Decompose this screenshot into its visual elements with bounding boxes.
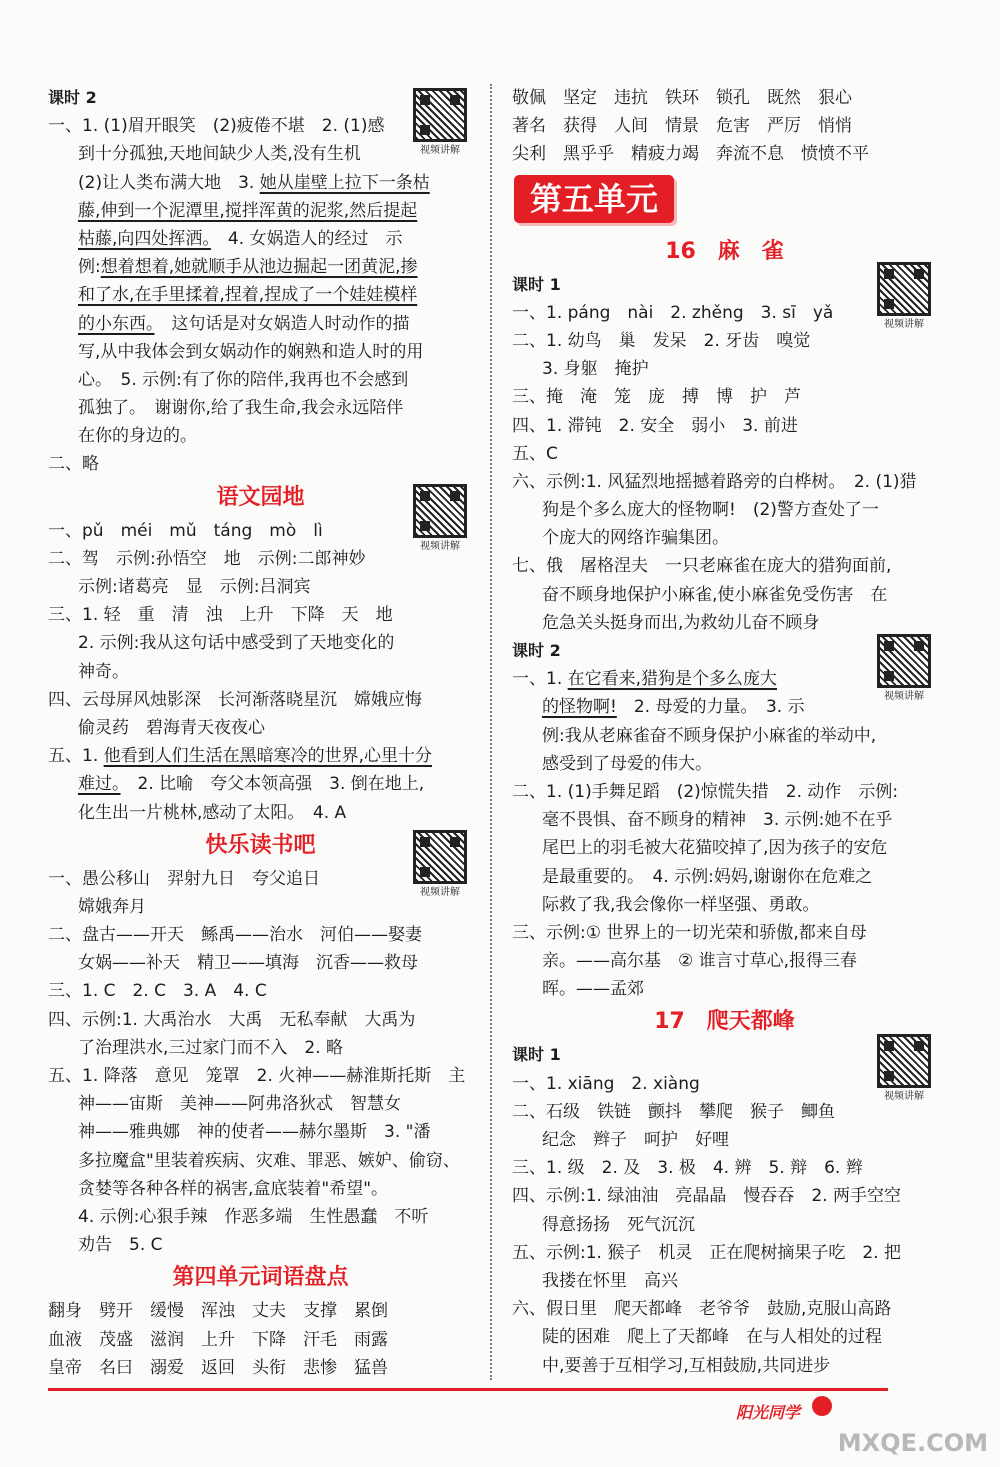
answer-line: 神——宙斯 美神——阿弗洛狄忒 智慧女 — [78, 1094, 401, 1115]
answer-line — [48, 197, 473, 225]
answer-line: 一、1. 在它看来,猎狗是个多么庞大 — [512, 669, 778, 690]
lesson-title-17: 17 爬天都峰 — [654, 1009, 795, 1035]
answer-line: 我搂在怀里 高兴 — [542, 1270, 678, 1291]
underlined-answer: 他看到人们生活在黑暗寒冷的世界,心里十分 — [103, 746, 433, 767]
watermark: MXQE.COM — [837, 1429, 988, 1457]
underlined-answer: 枯藤,向四处挥洒。 — [78, 228, 211, 249]
qr-caption: 视频讲解 — [420, 541, 460, 552]
answer-line: 二、略 — [48, 454, 99, 475]
answer-line: 贪婪等各种各样的祸害,盒底装着"希望"。 — [78, 1178, 389, 1199]
answer-line: 化生出一片桃林,感动了太阳。 4. A — [78, 802, 347, 823]
answer-line: 二、盘古——开天 鲧禹——治水 河伯——娶妻 — [48, 925, 422, 946]
answer-line: 女娲——补天 精卫——填海 沉香——救母 — [78, 953, 418, 974]
answer-line: 危急关头挺身而出,为救幼儿奋不顾身 — [542, 612, 820, 633]
answer-line: 劝告 5. C — [78, 1235, 163, 1256]
vocab-line: 血液 茂盛 滋润 上升 下降 汗毛 雨露 — [48, 1329, 388, 1350]
answer-line: 四、示例:1. 绿油油 亮晶晶 慢吞吞 2. 两手空空 — [512, 1186, 901, 1207]
answer-line: 二、驾 示例:孙悟空 地 示例:二郎神妙 — [48, 548, 366, 569]
answer-line: 纪念 辫子 呵护 好哩 — [542, 1130, 729, 1150]
left-column — [48, 84, 473, 1382]
answer-line: 二、1. (1)手舞足蹈 (2)惊慌失措 2. 动作 示例: — [512, 781, 899, 802]
section-title-garden: 语文园地 — [216, 484, 305, 510]
qr-code-video[interactable] — [410, 484, 470, 556]
underlined-answer: 在它看来,猎狗是个多么庞大 — [567, 669, 778, 690]
answer-line: 的小东西。 这句话是对女娲造人时动作的描 — [78, 313, 410, 334]
answer-line: 陡的困难 爬上了天都峰 在与人相处的过程 — [542, 1327, 882, 1348]
answer-line: 了治理洪水,三过家门而不入 2. 略 — [78, 1037, 344, 1058]
lesson-label: 课时 2 — [48, 88, 97, 107]
answer-line: 的怪物啊! 2. 母爱的力量。 3. 示 — [542, 697, 805, 718]
lesson-label: 课时 1 — [512, 274, 561, 294]
answer-line — [48, 281, 473, 309]
answer-line: 三、示例:① 世界上的一切光荣和骄傲,都来自母 — [512, 922, 867, 943]
answer-line: 示例:诸葛亮 显 示例:吕洞宾 — [78, 577, 311, 597]
answer-line: 一、1. (1)眉开眼笑 (2)疲倦不堪 2. (1)感 — [48, 116, 385, 137]
answer-line: 五、1. 他看到人们生活在黑暗寒冷的世界,心里十分 — [48, 746, 433, 767]
qr-code-icon — [877, 262, 931, 316]
answer-line: 三、1. C 2. C 3. A 4. C — [48, 981, 267, 1002]
vocab-line: 尖利 黑乎乎 精疲力竭 奔流不息 愤愤不平 — [512, 144, 869, 165]
answer-line: 二、石级 铁链 颤抖 攀爬 猴子 鲫鱼 — [512, 1101, 835, 1122]
underlined-answer: 的怪物啊! — [542, 697, 617, 718]
answer-line: 个庞大的网络诈骗集团。 — [542, 528, 729, 549]
answer-line: 三、掩 淹 笼 庞 搏 博 护 芦 — [512, 387, 801, 408]
brand-bubble-icon — [812, 1396, 832, 1416]
section-title-reading: 快乐读书吧 — [205, 832, 316, 858]
answer-line: 3. 身躯 掩护 — [542, 359, 649, 380]
answer-line: 五、C — [512, 443, 558, 464]
answer-line: 七、俄 屠格涅夫 一只老麻雀在庞大的猎狗面前, — [512, 556, 892, 577]
answer-line: 神——雅典娜 神的使者——赫尔墨斯 3. "潘 — [78, 1122, 431, 1143]
vocab-line: 敬佩 坚定 违抗 铁环 锁孔 既然 狠心 — [512, 88, 852, 108]
qr-code-video[interactable] — [410, 830, 470, 902]
qr-code-icon — [877, 634, 931, 688]
lesson-label: 课时 1 — [512, 1045, 561, 1065]
answer-line: 四、云母屏风烛影深 长河渐落晓星沉 嫦娥应悔 — [48, 689, 422, 710]
qr-caption: 视频讲解 — [420, 887, 460, 898]
answer-line: 一、1. xiāng 2. xiàng — [512, 1073, 700, 1094]
lesson-title-16: 16 麻 雀 — [665, 238, 784, 264]
answer-line: 2. 示例:我从这句话中感受到了天地变化的 — [78, 633, 395, 654]
answer-line: 到十分孤独,天地间缺少人类,没有生机 — [78, 144, 361, 165]
answer-line: 例:想着想着,她就顺手从池边掘起一团黄泥,掺 — [78, 257, 418, 278]
answer-line: 二、1. 幼鸟 巢 发呆 2. 牙齿 嗅觉 — [512, 330, 811, 351]
column-divider — [490, 84, 492, 1380]
qr-code-video[interactable] — [874, 634, 934, 706]
qr-code-video[interactable] — [874, 262, 934, 334]
answer-line: 毫不畏惧、奋不顾身的精神 3. 示例:她不在乎 — [542, 810, 893, 831]
underlined-answer: 想着想着,她就顺手从池边掘起一团黄泥,掺 — [100, 257, 418, 278]
unit-banner — [512, 169, 937, 233]
answer-line: 六、假日里 爬天都峰 老爷爷 鼓励,克服山高路 — [512, 1299, 892, 1320]
underlined-answer: 和了水,在手里揉着,捏着,捏成了一个娃娃模样 — [78, 285, 418, 306]
vocab-line: 著名 获得 人间 情景 危害 严厉 悄悄 — [512, 116, 852, 137]
answer-line: 难过。 2. 比喻 夸父本领高强 3. 倒在地上, — [78, 774, 425, 795]
underlined-answer: 她从崖壁上拉下一条枯 — [259, 172, 430, 193]
answer-line: 一、pǔ méi mǔ táng mò lì — [48, 520, 323, 541]
footer-rule — [48, 1388, 888, 1391]
answer-line: 四、1. 滞钝 2. 安全 弱小 3. 前进 — [512, 415, 798, 436]
answer-line: 中,要善于互相学习,互相鼓励,共同进步 — [542, 1355, 831, 1376]
lesson-label: 课时 2 — [512, 641, 561, 660]
underlined-answer: 难过。 — [78, 774, 121, 795]
answer-line: 得意扬扬 死气沉沉 — [542, 1214, 695, 1235]
answer-line: 嫦娥奔月 — [78, 896, 146, 917]
answer-line: 四、示例:1. 大禹治水 大禹 无私奉献 大禹为 — [48, 1009, 416, 1030]
qr-code-icon — [413, 484, 467, 538]
answer-line: 偷灵药 碧海青天夜夜心 — [78, 717, 265, 738]
answer-line: 枯藤,向四处挥洒。 4. 女娲造人的经过 示 — [78, 228, 403, 249]
answer-line: 在你的身边的。 — [78, 426, 197, 447]
answer-line: 神奇。 — [78, 661, 129, 682]
underlined-answer: 的小东西。 — [78, 313, 155, 334]
answer-line: 狗是个多么庞大的怪物啊! (2)警方查处了一 — [542, 500, 879, 521]
qr-caption: 视频讲解 — [420, 145, 460, 156]
qr-caption: 视频讲解 — [884, 319, 924, 330]
answer-line: 孤独了。 谢谢你,给了我生命,我会永远陪伴 — [78, 398, 404, 419]
answer-line: 五、1. 降落 意见 笼罩 2. 火神——赫淮斯托斯 主 — [48, 1066, 466, 1086]
qr-caption: 视频讲解 — [884, 1091, 924, 1102]
qr-code-icon — [413, 88, 467, 142]
answer-line: 感受到了母爱的伟大。 — [542, 753, 712, 774]
section-title-vocab: 第四单元词语盘点 — [172, 1265, 349, 1291]
answer-line: 多拉魔盒"里装着疾病、灾难、罪恶、嫉妒、偷窃、 — [78, 1150, 460, 1171]
answer-line: 一、愚公移山 羿射九日 夸父追日 — [48, 868, 320, 889]
underlined-answer: 藤,伸到一个泥潭里,搅拌浑黄的泥浆,然后提起 — [78, 200, 418, 221]
answer-line: 尾巴上的羽毛被大花猫咬掉了,因为孩子的安危 — [542, 838, 888, 859]
qr-code-video[interactable] — [410, 88, 470, 160]
answer-line: 4. 示例:心狠手辣 作恶多端 生性愚蠢 不听 — [78, 1206, 429, 1227]
qr-code-icon — [413, 830, 467, 884]
answer-line: 奋不顾身地保护小麻雀,使小麻雀免受伤害 在 — [542, 584, 888, 605]
answer-line: (2)让人类布满大地 3. 她从崖壁上拉下一条枯 — [78, 172, 430, 193]
brand-logo: 阳光同学 — [736, 1403, 801, 1422]
qr-code-icon — [877, 1034, 931, 1088]
answer-line: 心。 5. 示例:有了你的陪伴,我再也不会感到 — [78, 369, 409, 390]
answer-line: 三、1. 级 2. 及 3. 极 4. 辨 5. 辩 6. 辫 — [512, 1158, 863, 1179]
unit-banner-label: 第五单元 — [514, 175, 674, 223]
answer-line: 写,从中我体会到女娲动作的娴熟和造人时的用 — [78, 341, 424, 362]
answer-line: 一、1. páng nài 2. zhěng 3. sī yǎ — [512, 302, 834, 323]
answer-line: 三、1. 轻 重 清 浊 上升 下降 天 地 — [48, 605, 393, 626]
answer-line: 际救了我,我会像你一样坚强、勇敢。 — [542, 894, 820, 915]
answer-line: 例:我从老麻雀奋不顾身保护小麻雀的举动中, — [542, 725, 877, 746]
answer-line: 五、示例:1. 猴子 机灵 正在爬树摘果子吃 2. 把 — [512, 1242, 901, 1263]
answer-line: 亲。——高尔基 ② 谁言寸草心,报得三春 — [542, 951, 858, 972]
answer-line: 是最重要的。 4. 示例:妈妈,谢谢你在危难之 — [542, 866, 873, 887]
answer-line: 六、示例:1. 风猛烈地摇撼着路旁的白桦树。 2. (1)猎 — [512, 471, 917, 492]
qr-code-video[interactable] — [874, 1034, 934, 1106]
vocab-line: 皇帝 名曰 溺爱 返回 头衔 悲惨 猛兽 — [48, 1357, 388, 1378]
answer-line: 晖。——孟郊 — [542, 979, 644, 1000]
qr-caption: 视频讲解 — [884, 691, 924, 702]
vocab-line: 翻身 劈开 缓慢 浑浊 丈夫 支撑 累倒 — [48, 1301, 388, 1322]
